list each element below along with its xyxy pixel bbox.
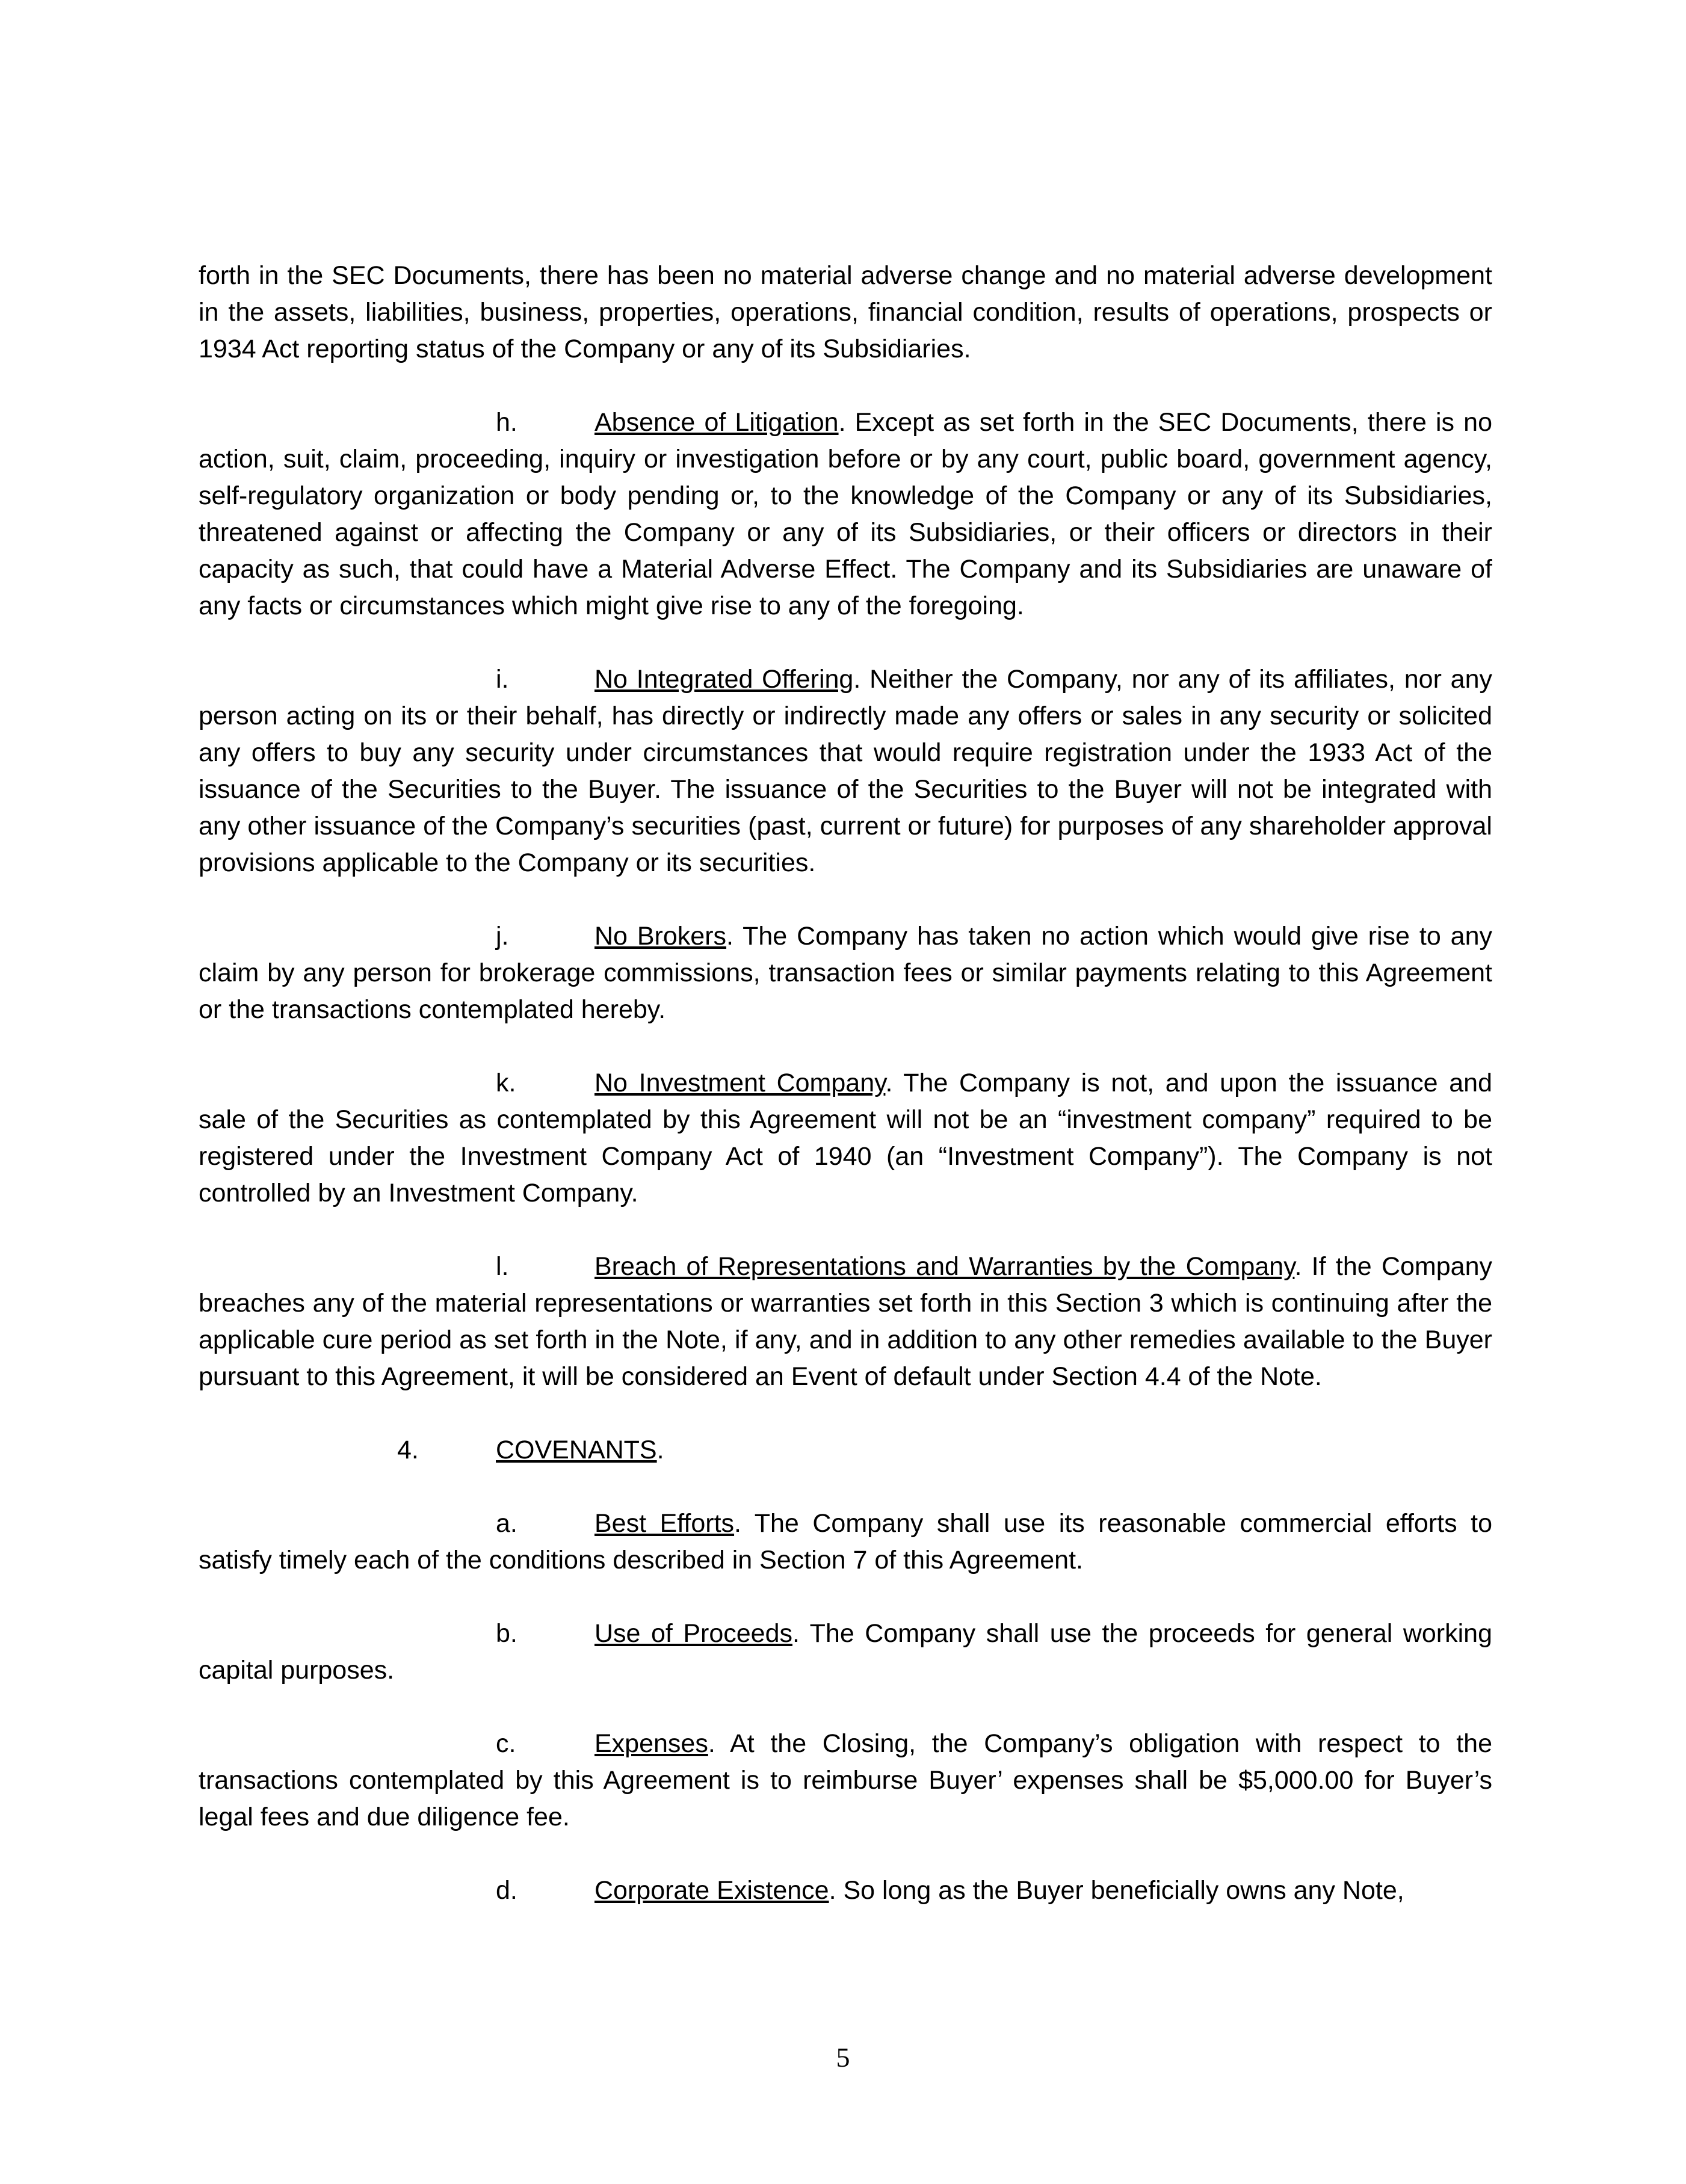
covenant-heading: Use of Proceeds bbox=[594, 1619, 792, 1648]
section-i-paragraph bbox=[199, 661, 1492, 881]
article-heading-suffix: . bbox=[656, 1436, 664, 1464]
section-k-paragraph bbox=[199, 1065, 1492, 1212]
page-number: 5 bbox=[836, 2042, 850, 2073]
document-body bbox=[199, 258, 1492, 1946]
covenant-body: . So long as the Buyer beneficially owns any Note, bbox=[829, 1876, 1404, 1905]
section-l-paragraph bbox=[199, 1248, 1492, 1395]
section-body: . The Company has taken no action which would give rise to any claim by any person for brokerage commissions, transaction fees or similar payments relating to this Agreement or the transactions contemplated hereby. bbox=[199, 922, 1492, 1024]
covenant-label: a. bbox=[496, 1509, 517, 1538]
section-j-paragraph bbox=[199, 918, 1492, 1028]
covenant-label: d. bbox=[496, 1876, 517, 1905]
covenant-heading: Expenses bbox=[594, 1729, 708, 1758]
section-heading: No Investment Company bbox=[594, 1069, 886, 1097]
section-label: j. bbox=[496, 922, 509, 951]
covenant-body: . The Company shall use the proceeds for general working capital purposes. bbox=[199, 1619, 1492, 1685]
article-heading-paragraph bbox=[199, 1432, 1492, 1469]
covenant-c-paragraph bbox=[199, 1726, 1492, 1836]
section-body: . The Company is not, and upon the issuance and sale of the Securities as contemplated by this Agreement will not be an “investment company” required to be registered under the Investment Company Act of 1940 (an “Investment Company”). The Company is not controlled by an Investment Company. bbox=[199, 1069, 1492, 1208]
covenant-heading: Corporate Existence bbox=[594, 1876, 829, 1905]
intro-paragraph: forth in the SEC Documents, there has been no material adverse change and no material adverse development in the assets, liabilities, business, properties, operations, financial condition, results of operations, prospects or 1934 Act reporting status of the Company or any of its Subsidiaries. bbox=[199, 261, 1492, 363]
section-label: k. bbox=[496, 1069, 516, 1097]
section-heading: Absence of Litigation bbox=[594, 408, 839, 437]
article-heading: COVENANTS bbox=[496, 1436, 657, 1464]
section-label: h. bbox=[496, 408, 517, 437]
section-h-paragraph bbox=[199, 404, 1492, 625]
section-body: . Except as set forth in the SEC Documents, there is no action, suit, claim, proceeding, inquiry or investigation before or by any court, public board, government agency, self-regulatory organization or body pending or, to the knowledge of the Company or any of its Subsidiaries, threatened against or affecting the Company or any of its Subsidiaries, or their officers or directors in their capacity as such, that could have a Material Adverse Effect. The Company and its Subsidiaries are unaware of any facts or circumstances which might give rise to any of the foregoing. bbox=[199, 408, 1492, 620]
section-label: i. bbox=[496, 665, 509, 694]
covenant-label: b. bbox=[496, 1619, 517, 1648]
section-label: l. bbox=[496, 1252, 509, 1281]
section-heading: No Integrated Offering bbox=[594, 665, 854, 694]
section-body: . If the Company breaches any of the material representations or warranties set forth in this Section 3 which is continuing after the applicable cure period as set forth in the Note, if any, and in addition to any other remedies available to the Buyer pursuant to this Agreement, it will be considered an Event of default under Section 4.4 of the Note. bbox=[199, 1252, 1492, 1391]
covenant-d-paragraph bbox=[199, 1872, 1492, 1909]
covenant-label: c. bbox=[496, 1729, 516, 1758]
section-heading: Breach of Representations and Warranties by the Company bbox=[594, 1252, 1295, 1281]
covenant-a-paragraph bbox=[199, 1505, 1492, 1579]
article-label: 4. bbox=[397, 1436, 419, 1464]
section-body: . Neither the Company, nor any of its affiliates, nor any person acting on its or their behalf, has directly or indirectly made any offers or sales in any security or solicited any offers to buy any security under circumstances that would require registration under the 1933 Act of the issuance of the Securities to the Buyer. The issuance of the Securities to the Buyer will not be integrated with any other issuance of the Company’s securities (past, current or future) for purposes of any shareholder approval provisions applicable to the Company or its securities. bbox=[199, 665, 1492, 877]
covenant-body: . The Company shall use its reasonable commercial efforts to satisfy timely each of the conditions described in Section 7 of this Agreement. bbox=[199, 1509, 1492, 1575]
section-heading: No Brokers bbox=[594, 922, 727, 951]
covenant-heading: Best Efforts bbox=[594, 1509, 735, 1538]
covenant-b-paragraph bbox=[199, 1615, 1492, 1689]
covenant-body: . At the Closing, the Company’s obligation with respect to the transactions contemplated by this Agreement is to reimburse Buyer’ expenses shall be $5,000.00 for Buyer’s legal fees and due diligence fee. bbox=[199, 1729, 1492, 1831]
